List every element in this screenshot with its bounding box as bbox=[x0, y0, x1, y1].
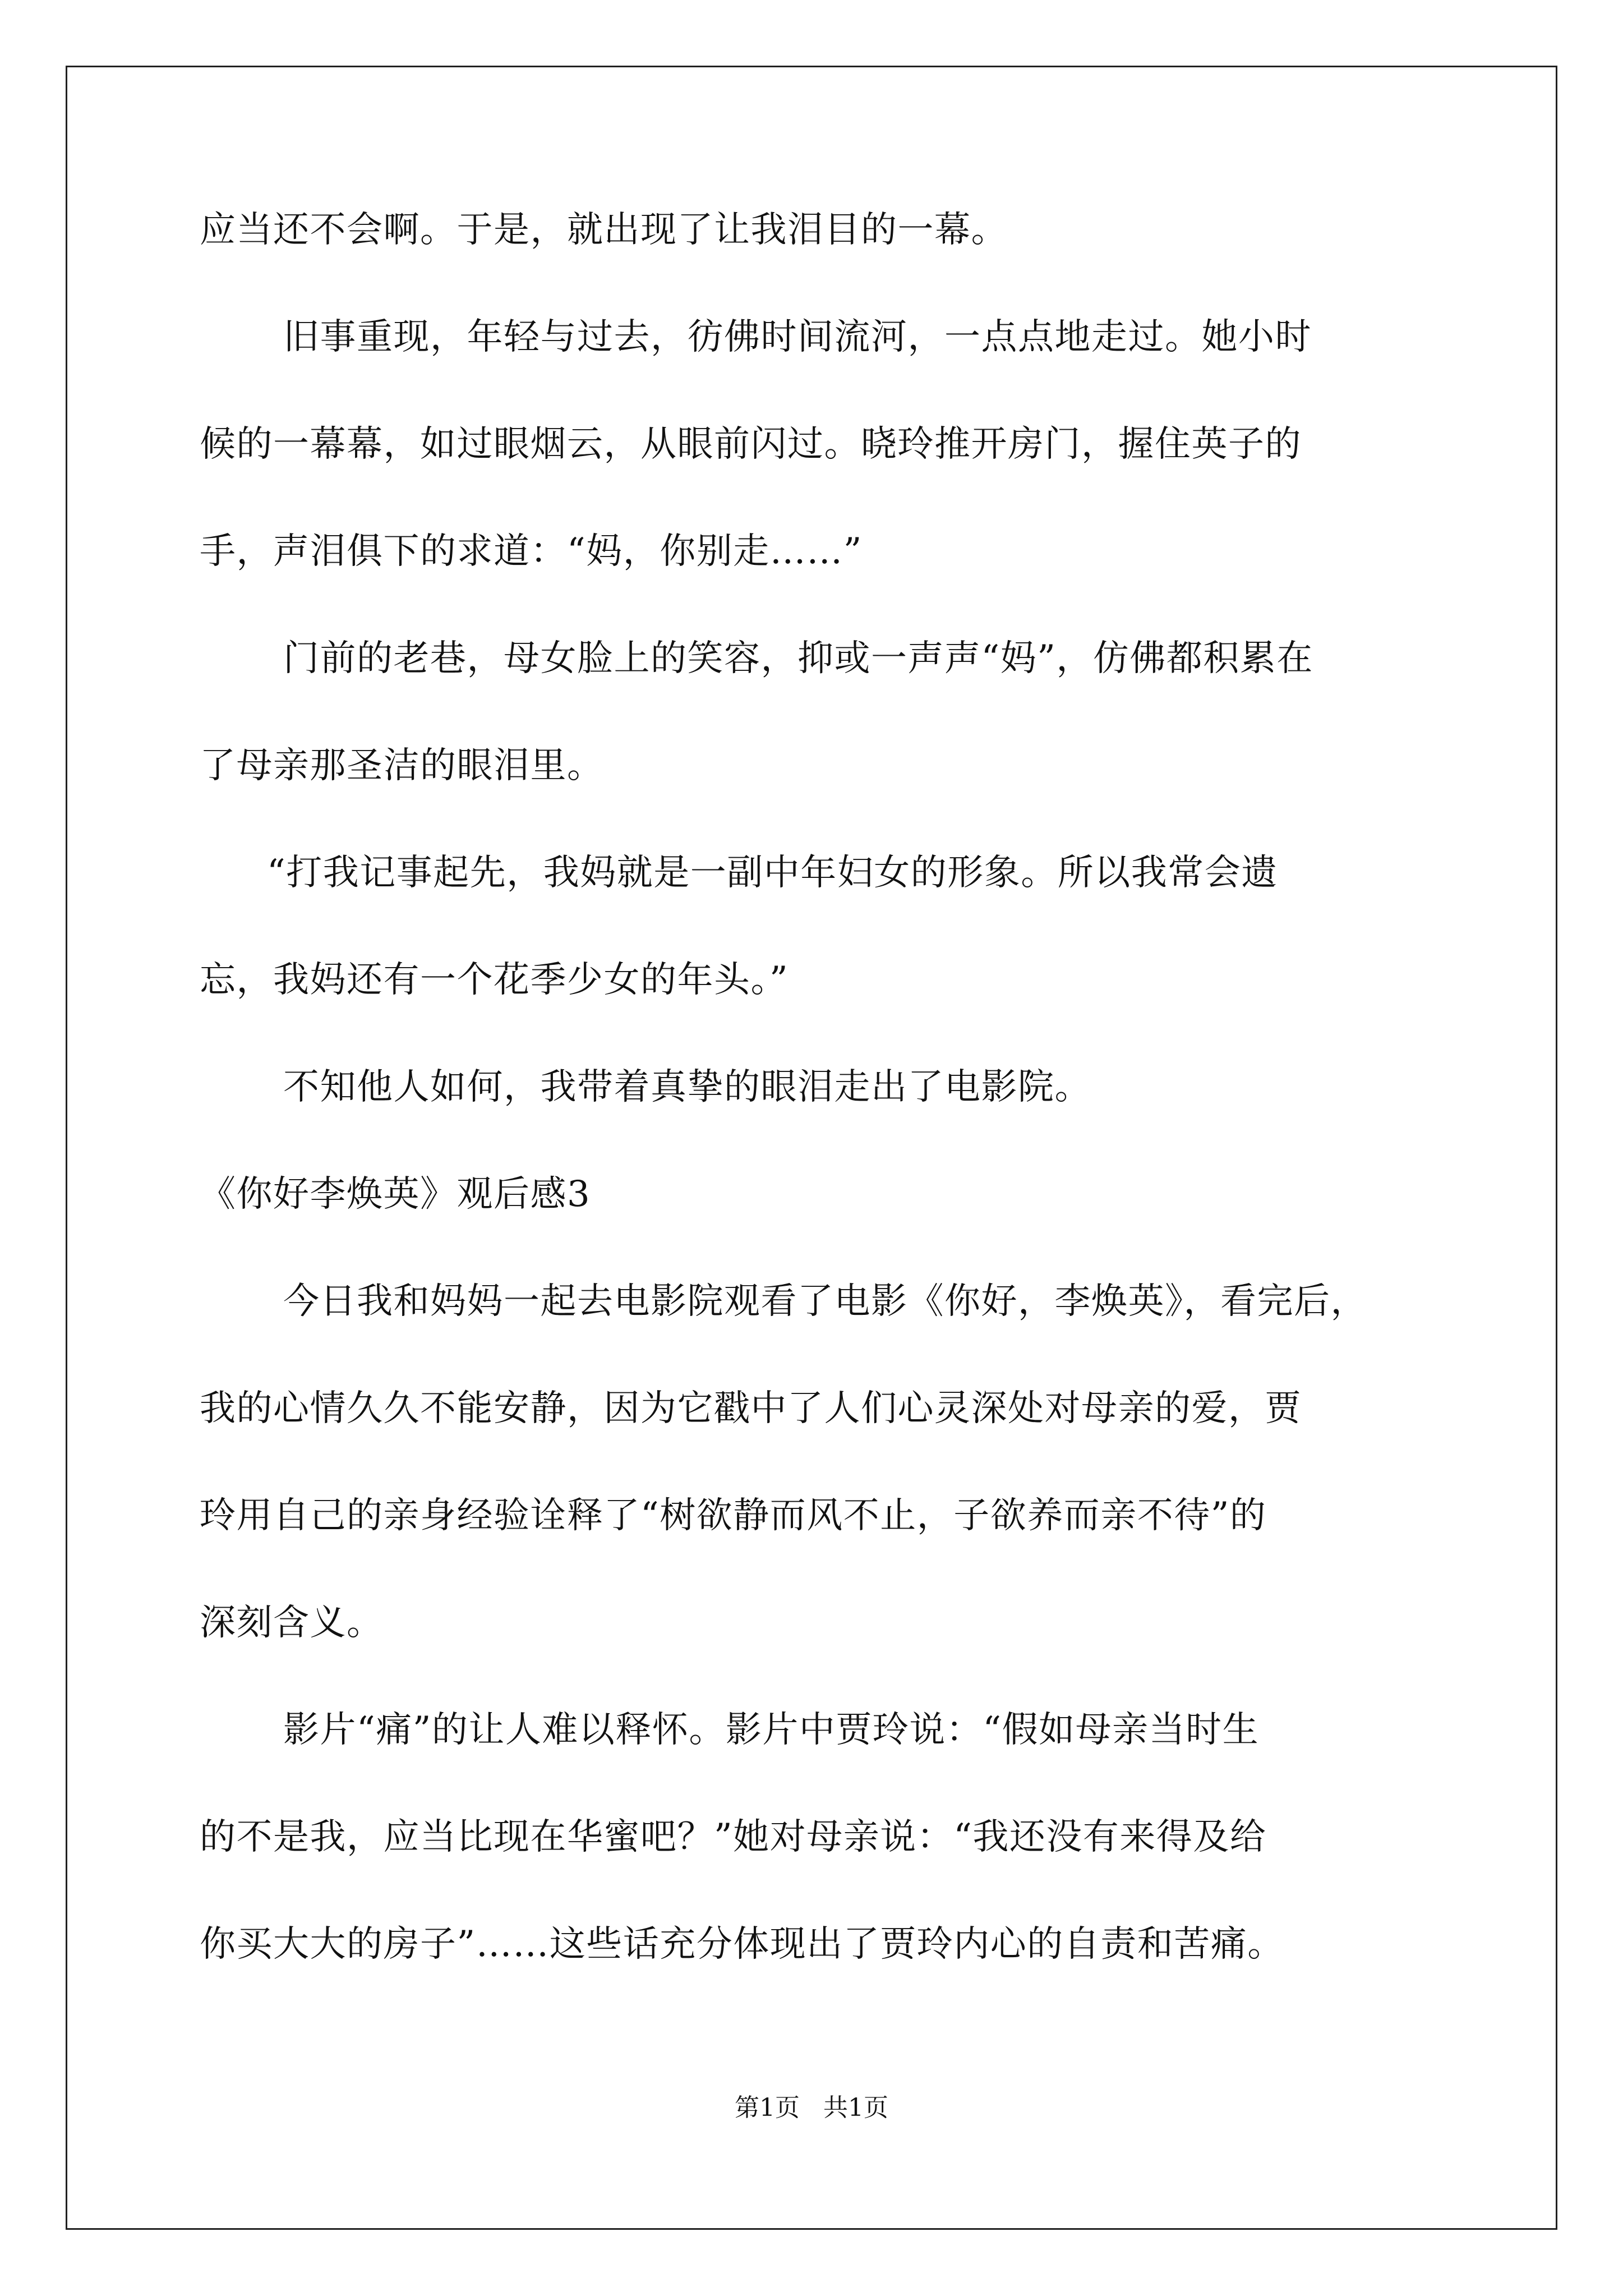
text-line: 忘，我妈还有一个花季少女的年头。” bbox=[200, 959, 789, 1001]
text-line: 你买大大的房子”……这些话充分体现出了贾玲内心的自责和苦痛。 bbox=[200, 1924, 1284, 1965]
text-line: 门前的老巷，母女脸上的笑容，抑或一声声“妈”，仿佛都积累在 bbox=[283, 638, 1313, 679]
text-line: 影片“痛”的让人难以释怀。影片中贾玲说：“假如母亲当时生 bbox=[283, 1709, 1260, 1751]
text-line: 了母亲那圣洁的眼泪里。 bbox=[200, 745, 604, 786]
text-line: 玲用自己的亲身经验诠释了“树欲静而风不止，子欲养而亲不待”的 bbox=[200, 1495, 1267, 1536]
text-line: 手，声泪俱下的求道：“妈，你别走……” bbox=[200, 531, 863, 572]
text-line: 候的一幕幕，如过眼烟云，从眼前闪过。晓玲推开房门，握住英子的 bbox=[200, 424, 1302, 465]
text-line: 今日我和妈妈一起去电影院观看了电影《你好，李焕英》，看完后， bbox=[283, 1281, 1367, 1322]
text-line: 深刻含义。 bbox=[200, 1602, 384, 1644]
text-line: 的不是我，应当比现在华蜜吧？”她对母亲说：“我还没有来得及给 bbox=[200, 1816, 1267, 1858]
text-line: 旧事重现，年轻与过去，彷佛时间流河，一点点地走过。她小时 bbox=[283, 316, 1312, 358]
section-heading: 《你好李焕英》观后感3 bbox=[200, 1174, 591, 1215]
page-border bbox=[66, 66, 1557, 2230]
page-footer: 第1页 共1页 bbox=[735, 2093, 888, 2122]
text-line: 我的心情久久不能安静，因为它戳中了人们心灵深处对母亲的爱，贾 bbox=[200, 1388, 1302, 1429]
text-line: “打我记事起先，我妈就是一副中年妇女的形象。所以我常会遗 bbox=[267, 852, 1278, 894]
text-line: 应当还不会啊。于是，就出现了让我泪目的一幕。 bbox=[200, 209, 1008, 251]
text-line: 不知他人如何，我带着真挚的眼泪走出了电影院。 bbox=[283, 1066, 1091, 1108]
